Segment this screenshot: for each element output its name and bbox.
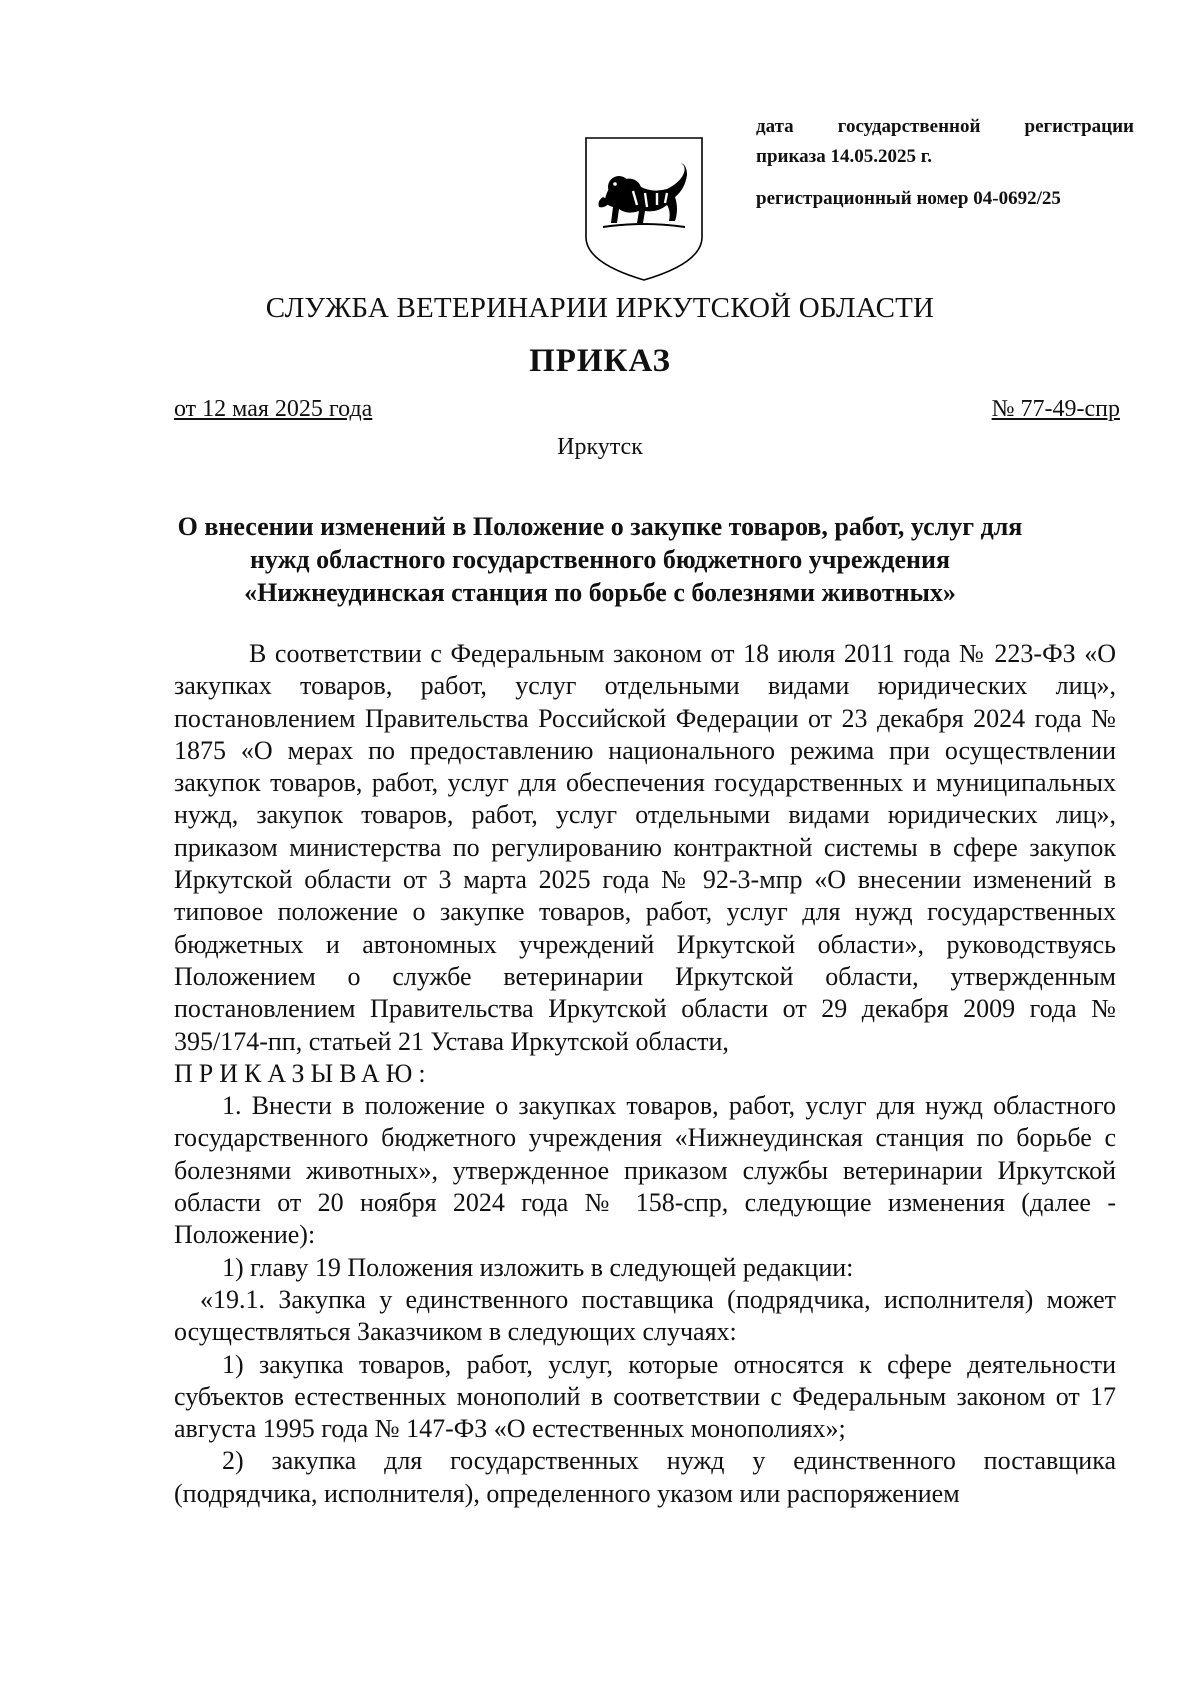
registration-date-label: дата государственной регистрации bbox=[756, 116, 1134, 137]
item-paragraph: 1. Внести в положение о закупках товаров, работ, услуг для нужд областного государственного бюджетного учреждения «Нижнеудинская станция по борьбе с болезнями животных», утвержденное приказом службы ветеринарии Иркутской области от 20 ноября 2024 года № 158-спр, следующие изменения (далее - Положение): bbox=[174, 1091, 1116, 1250]
organization-name: СЛУЖБА ВЕТЕРИНАРИИ ИРКУТСКОЙ ОБЛАСТИ bbox=[265, 292, 935, 324]
subject-line: нужд областного государственного бюджетного учреждения bbox=[249, 545, 951, 574]
order-word: ПРИКАЗЫВАЮ: bbox=[174, 1058, 432, 1088]
document-subject bbox=[150, 510, 1050, 609]
case-paragraph: 2) закупка для государственных нужд у единственного поставщика (подрядчика, исполнителя), определенного указом или распоряжением bbox=[174, 1446, 1116, 1508]
document-date: от 12 мая 2025 года bbox=[174, 396, 373, 422]
document-type: ПРИКАЗ bbox=[529, 343, 671, 379]
subject-line: «Нижнеудинская станция по борьбе с болезнями животных» bbox=[244, 578, 956, 607]
clause-paragraph: «19.1. Закупка у единственного поставщика (подрядчика, исполнителя) может осуществляться Заказчиком в следующих случаях: bbox=[174, 1284, 1116, 1347]
registration-number: регистрационный номер 04-0692/25 bbox=[756, 188, 1061, 209]
item-paragraph: 1) главу 19 Положения изложить в следующей редакции: bbox=[222, 1252, 854, 1282]
document-city: Иркутск bbox=[557, 434, 643, 460]
subject-line: О внесении изменений в Положение о закупке товаров, работ, услуг для bbox=[177, 512, 1023, 541]
preamble-paragraph: В соответствии с Федеральным законом от 18 июля 2011 года № 223-ФЗ «О закупках товаров, работ, услуг отдельными видами юридических лиц», постановлением Правительства Российской Федерации от 23 декабря 2024 года № 1875 «О мерах по предоставлению национального режима при осуществлении закупок товаров, работ, услуг для обеспечения государственных и муниципальных нужд, закупок товаров, работ, услуг отдельными видами юридических лиц», приказом министерства по регулированию контрактной системы в сфере закупок Иркутской области от 3 марта 2025 года № 92-3-мпр «О внесении изменений в типовое положение о закупке товаров, работ, услуг для нужд государственных бюджетных и автономных учреждений Иркутской области», руководствуясь Положением о службе ветеринарии Иркутской области, утвержденным постановлением Правительства Иркутской области от 29 декабря 2009 года № 395/174-пп, статьей 21 Устава Иркутской области, bbox=[174, 639, 1116, 1056]
registration-date-value: приказа 14.05.2025 г. bbox=[756, 146, 932, 167]
registration-block bbox=[756, 112, 1134, 214]
document-number: № 77-49-спр bbox=[991, 396, 1120, 422]
case-paragraph: 1) закупка товаров, работ, услуг, которые относятся к сфере деятельности субъектов естественных монополий в соответствии с Федеральным законом от 17 августа 1995 года № 147-ФЗ «О естественных монополиях»; bbox=[174, 1349, 1116, 1444]
document-body bbox=[174, 638, 1116, 1510]
irkutsk-coat-of-arms-icon bbox=[583, 135, 705, 283]
